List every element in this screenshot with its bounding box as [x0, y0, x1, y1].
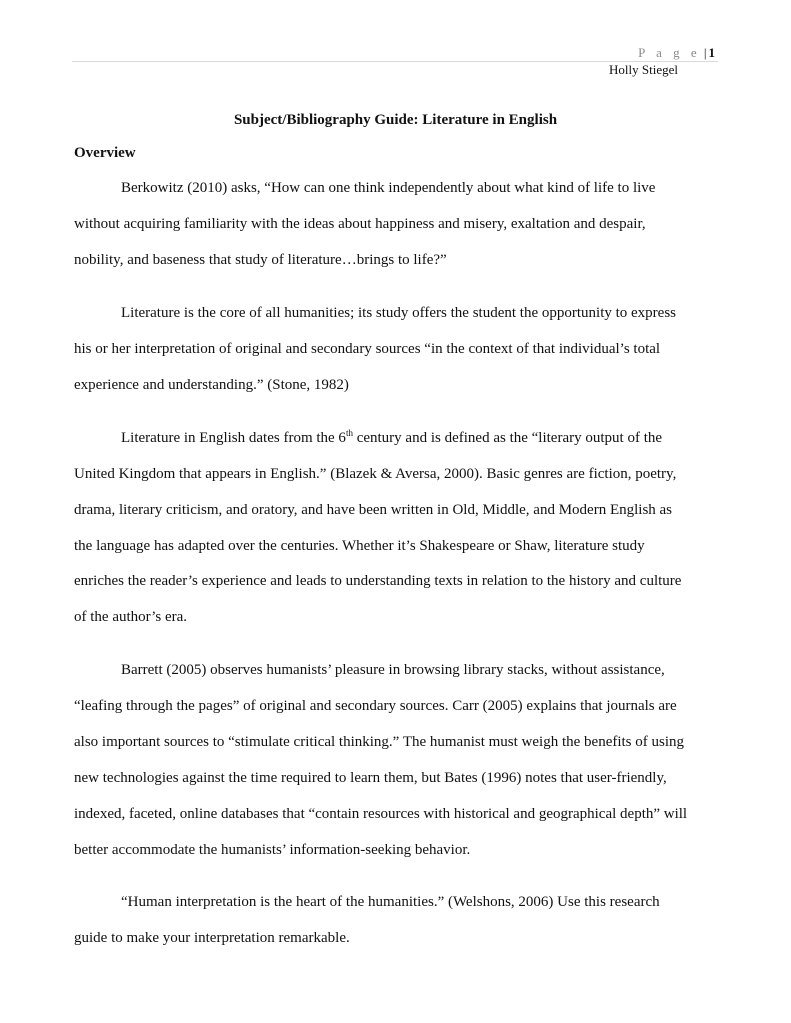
paragraph-1-line-2: without acquiring familiarity with the ideas about happiness and misery, exaltation and despair, [74, 216, 646, 232]
section-heading-overview: Overview [74, 145, 136, 161]
paragraph-4-line-2: “leafing through the pages” of original and secondary sources. Carr (2005) explains that journals are [74, 698, 677, 714]
page-label: P a g e [638, 45, 701, 60]
paragraph-3-line-1 [121, 430, 662, 447]
paragraph-3-line-1-start: Literature in English dates from the 6 [121, 430, 346, 446]
paragraph-4-line-3: also important sources to “stimulate critical thinking.” The humanist must weigh the benefits of using [74, 734, 685, 750]
paragraph-4-line-5: indexed, faceted, online databases that “contain resources with historical and geographical depth” will [74, 806, 688, 822]
paragraph-3-line-1-end: century and is defined as the “literary output of the [352, 430, 663, 446]
paragraph-5-line-2: guide to make your interpretation remarkable. [74, 930, 350, 946]
document-title: Subject/Bibliography Guide: Literature in English [233, 112, 558, 128]
paragraph-3-line-5: enriches the reader’s experience and leads to understanding texts in relation to the history and culture [74, 573, 682, 589]
paragraph-4-line-1: Barrett (2005) observes humanists’ pleasure in browsing library stacks, without assistance, [121, 662, 665, 678]
paragraph-2-line-3: experience and understanding.” (Stone, 1982) [74, 377, 349, 393]
page-separator: | [703, 45, 707, 60]
paragraph-3-line-3: drama, literary criticism, and oratory, and have been written in Old, Middle, and Modern English as [74, 502, 673, 518]
ordinal-superscript: th [345, 428, 353, 438]
paragraph-1-line-1: Berkowitz (2010) asks, “How can one think independently about what kind of life to live [121, 180, 656, 196]
paragraph-5-line-1: “Human interpretation is the heart of the humanities.” (Welshons, 2006) Use this research [121, 894, 660, 910]
page-number: 1 [708, 45, 715, 60]
paragraph-1-line-3: nobility, and baseness that study of literature…brings to life?” [74, 252, 447, 268]
paragraph-4-line-4: new technologies against the time required to learn them, but Bates (1996) notes that user-friendly, [74, 770, 667, 786]
paragraph-2-line-1: Literature is the core of all humanities; its study offers the student the opportunity to express [121, 305, 677, 321]
page-number-header [638, 45, 715, 61]
paragraph-4-line-6: better accommodate the humanists’ information-seeking behavior. [74, 842, 471, 858]
paragraph-3-line-4: the language has adapted over the centuries. Whether it’s Shakespeare or Shaw, literature study [74, 538, 645, 554]
paragraph-3-line-2: United Kingdom that appears in English.” (Blazek & Aversa, 2000). Basic genres are fiction, poetry, [74, 466, 677, 482]
paragraph-2-line-2: his or her interpretation of original and secondary sources “in the context of that individual’s total [74, 341, 661, 357]
paragraph-3-line-6: of the author’s era. [74, 609, 188, 625]
author-name: Holly Stiegel [609, 62, 678, 77]
